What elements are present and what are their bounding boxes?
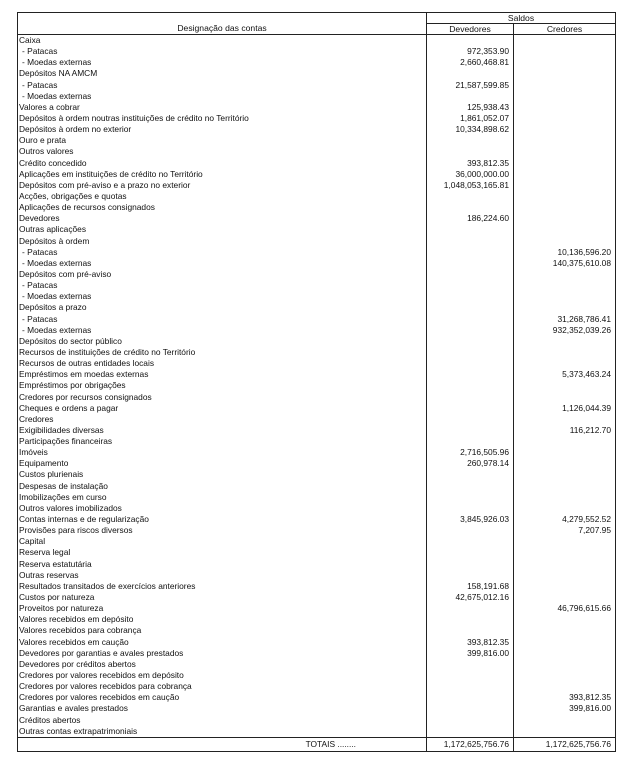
credores-value	[514, 492, 615, 503]
totals-row	[18, 737, 615, 751]
account-name: Credores por valores recebidos em caução	[18, 692, 427, 703]
credores-value	[514, 625, 615, 636]
devedores-value	[427, 325, 514, 336]
credores-header: Credores	[546, 24, 583, 34]
devedores-value: 399,816.00	[427, 648, 514, 659]
account-name: Outras aplicações	[18, 224, 427, 235]
devedores-value	[427, 614, 514, 625]
credores-value	[514, 224, 615, 235]
devedores-value: 21,587,599.85	[427, 80, 514, 91]
account-name: Imobilizações em curso	[18, 492, 427, 503]
account-name: Outras contas extrapatrimoniais	[18, 726, 427, 737]
credores-value	[514, 169, 615, 180]
table-row	[18, 425, 615, 436]
saldos-header: Saldos	[427, 13, 615, 24]
account-name: Depósitos do sector público	[18, 336, 427, 347]
account-name: Recursos de outras entidades locais	[18, 358, 427, 369]
devedores-value: 2,716,505.96	[427, 447, 514, 458]
devedores-value	[427, 247, 514, 258]
table-row	[18, 91, 615, 102]
credores-value	[514, 180, 615, 191]
credores-value	[514, 80, 615, 91]
credores-value	[514, 469, 615, 480]
account-name: Devedores por créditos abertos	[18, 659, 427, 670]
devedores-value	[427, 236, 514, 247]
account-name: Ouro e prata	[18, 135, 427, 146]
credores-value	[514, 458, 615, 469]
credores-value	[514, 414, 615, 425]
devedores-value: 36,000,000.00	[427, 169, 514, 180]
account-name: - Moedas externas	[18, 91, 427, 102]
account-name: Devedores por garantias e avales prestados	[18, 648, 427, 659]
table-row	[18, 592, 615, 603]
credores-value	[514, 447, 615, 458]
table-row	[18, 503, 615, 514]
devedores-value	[427, 469, 514, 480]
credores-value	[514, 46, 615, 57]
credores-value	[514, 592, 615, 603]
table-row	[18, 525, 615, 536]
credores-value	[514, 659, 615, 670]
devedores-value	[427, 269, 514, 280]
account-name: Valores recebidos em caução	[18, 637, 427, 648]
table-row	[18, 325, 615, 336]
credores-value	[514, 102, 615, 113]
table-row	[18, 46, 615, 57]
devedores-value	[427, 425, 514, 436]
credores-value	[514, 91, 615, 102]
table-row	[18, 258, 615, 269]
devedores-value	[427, 146, 514, 157]
table-header	[18, 13, 615, 35]
credores-value: 31,268,786.41	[557, 313, 611, 324]
credores-value	[514, 57, 615, 68]
account-name: Recursos de instituições de crédito no Território	[18, 347, 427, 358]
table-row	[18, 670, 615, 681]
table-row	[18, 514, 615, 525]
table-row	[18, 180, 615, 191]
account-name: Créditos abertos	[18, 715, 427, 726]
devedores-value	[427, 291, 514, 302]
account-name: Devedores	[18, 213, 427, 224]
totals-credores: 1,172,625,756.76	[545, 738, 611, 749]
credores-value: 4,279,552.52	[562, 514, 611, 525]
table-row	[18, 403, 615, 414]
account-name: - Moedas externas	[18, 291, 427, 302]
devedores-value	[427, 135, 514, 146]
table-row	[18, 302, 615, 313]
account-name: Credores por recursos consignados	[18, 392, 427, 403]
credores-value	[514, 547, 615, 558]
account-name: Depósitos a prazo	[18, 302, 427, 313]
credores-value	[514, 213, 615, 224]
table-row	[18, 648, 615, 659]
devedores-value	[427, 692, 514, 703]
account-name: Proveitos por natureza	[18, 603, 427, 614]
account-name: Credores por valores recebidos para cobrança	[18, 681, 427, 692]
devedores-value: 125,938.43	[427, 102, 514, 113]
account-name: Aplicações de recursos consignados	[18, 202, 427, 213]
devedores-value	[427, 369, 514, 380]
account-name: Caixa	[18, 35, 427, 46]
devedores-value	[427, 659, 514, 670]
credores-value	[514, 380, 615, 391]
account-name: Custos plurienais	[18, 469, 427, 480]
account-name: Contas internas e de regularização	[18, 514, 427, 525]
totals-label: TOTAIS ........	[18, 738, 427, 751]
devedores-value: 1,048,053,165.81	[427, 180, 514, 191]
account-name: Depósitos NA AMCM	[18, 68, 427, 79]
devedores-value	[427, 703, 514, 714]
table-row	[18, 715, 615, 726]
devedores-value	[427, 681, 514, 692]
account-name: Depósitos à ordem no exterior	[18, 124, 427, 135]
account-name: Reserva legal	[18, 547, 427, 558]
account-name: Valores a cobrar	[18, 102, 427, 113]
balance-table	[17, 12, 616, 752]
table-row	[18, 57, 615, 68]
table-row	[18, 436, 615, 447]
credores-value	[514, 670, 615, 681]
table-row	[18, 247, 615, 258]
table-row	[18, 269, 615, 280]
table-body	[18, 35, 615, 737]
credores-value	[514, 135, 615, 146]
table-row	[18, 291, 615, 302]
devedores-value	[427, 35, 514, 46]
devedores-value	[427, 715, 514, 726]
credores-value	[514, 158, 615, 169]
credores-value	[514, 236, 615, 247]
devedores-value	[427, 336, 514, 347]
table-row	[18, 113, 615, 124]
table-row	[18, 280, 615, 291]
table-row	[18, 124, 615, 135]
table-row	[18, 625, 615, 636]
devedores-value	[427, 625, 514, 636]
credores-value	[514, 503, 615, 514]
devedores-value	[427, 280, 514, 291]
table-row	[18, 135, 615, 146]
devedores-value	[427, 191, 514, 202]
account-name: - Patacas	[18, 80, 427, 91]
account-name: Depósitos à ordem noutras instituições de crédito no Território	[18, 113, 427, 124]
account-name: - Patacas	[18, 247, 427, 258]
credores-value	[514, 347, 615, 358]
devedores-value	[427, 670, 514, 681]
devedores-value	[427, 403, 514, 414]
table-row	[18, 35, 615, 46]
account-name: Cheques e ordens a pagar	[18, 403, 427, 414]
credores-value	[514, 637, 615, 648]
devedores-value	[427, 68, 514, 79]
devedores-value	[427, 436, 514, 447]
table-row	[18, 213, 615, 224]
table-row	[18, 358, 615, 369]
account-name: Acções, obrigações e quotas	[18, 191, 427, 202]
table-row	[18, 224, 615, 235]
table-row	[18, 158, 615, 169]
table-row	[18, 603, 615, 614]
table-row	[18, 547, 615, 558]
credores-value: 932,352,039.26	[552, 324, 611, 335]
devedores-value: 1,861,052.07	[427, 113, 514, 124]
credores-value	[514, 681, 615, 692]
account-name: Participações financeiras	[18, 436, 427, 447]
table-row	[18, 536, 615, 547]
credores-value	[514, 113, 615, 124]
devedores-value	[427, 347, 514, 358]
credores-value	[514, 358, 615, 369]
account-name: - Moedas externas	[18, 258, 427, 269]
devedores-value	[427, 302, 514, 313]
account-name: Depósitos com pré-aviso e a prazo no exterior	[18, 180, 427, 191]
devedores-value	[427, 726, 514, 737]
table-row	[18, 369, 615, 380]
table-row	[18, 570, 615, 581]
devedores-value	[427, 392, 514, 403]
table-row	[18, 559, 615, 570]
devedores-value: 186,224.60	[427, 213, 514, 224]
devedores-value	[427, 503, 514, 514]
devedores-value: 3,845,926.03	[427, 514, 514, 525]
account-name: Outros valores	[18, 146, 427, 157]
account-name: Exigibilidades diversas	[18, 425, 427, 436]
credores-value: 1,126,044.39	[562, 402, 611, 413]
credores-value	[514, 536, 615, 547]
table-row	[18, 314, 615, 325]
account-name: - Patacas	[18, 314, 427, 325]
credores-value	[514, 269, 615, 280]
table-row	[18, 614, 615, 625]
credores-value	[514, 726, 615, 737]
devedores-value	[427, 525, 514, 536]
devedores-value	[427, 547, 514, 558]
account-name: Depósitos com pré-aviso	[18, 269, 427, 280]
account-name: - Patacas	[18, 280, 427, 291]
devedores-value	[427, 481, 514, 492]
devedores-value	[427, 414, 514, 425]
devedores-value	[427, 380, 514, 391]
account-name: Reserva estatutária	[18, 559, 427, 570]
credores-value	[514, 559, 615, 570]
credores-value: 393,812.35	[569, 692, 611, 703]
table-row	[18, 637, 615, 648]
devedores-value	[427, 358, 514, 369]
devedores-value: 972,353.90	[427, 46, 514, 57]
credores-value: 116,212.70	[569, 424, 611, 435]
devedores-value	[427, 224, 514, 235]
account-name: Despesas de instalação	[18, 481, 427, 492]
table-row	[18, 469, 615, 480]
table-row	[18, 692, 615, 703]
devedores-value	[427, 603, 514, 614]
credores-value	[514, 35, 615, 46]
devedores-value	[427, 536, 514, 547]
devedores-value	[427, 258, 514, 269]
table-row	[18, 347, 615, 358]
account-name: Custos por natureza	[18, 592, 427, 603]
credores-value: 10,136,596.20	[557, 246, 611, 257]
credores-value	[514, 68, 615, 79]
account-name: Depósitos à ordem	[18, 236, 427, 247]
credores-value	[514, 392, 615, 403]
table-row	[18, 458, 615, 469]
account-name: Resultados transitados de exercícios anteriores	[18, 581, 427, 592]
account-name: Empréstimos em moedas externas	[18, 369, 427, 380]
account-name: Provisões para riscos diversos	[18, 525, 427, 536]
table-row	[18, 414, 615, 425]
credores-value: 7,207.95	[578, 525, 611, 536]
table-row	[18, 80, 615, 91]
devedores-value: 2,660,468.81	[427, 57, 514, 68]
devedores-value: 158,191.68	[427, 581, 514, 592]
devedores-value: 393,812.35	[427, 158, 514, 169]
credores-value: 140,375,610.08	[552, 257, 611, 268]
credores-value	[514, 146, 615, 157]
table-row	[18, 169, 615, 180]
account-name: - Patacas	[18, 46, 427, 57]
credores-value	[514, 191, 615, 202]
account-name: Outros valores imobilizados	[18, 503, 427, 514]
account-name: Imóveis	[18, 447, 427, 458]
devedores-value: 393,812.35	[427, 637, 514, 648]
credores-value	[514, 302, 615, 313]
account-name: Credores	[18, 414, 427, 425]
account-name: Crédito concedido	[18, 158, 427, 169]
table-row	[18, 102, 615, 113]
credores-value	[514, 715, 615, 726]
saldos-header-group	[427, 13, 615, 34]
table-row	[18, 659, 615, 670]
table-row	[18, 447, 615, 458]
devedores-value	[427, 91, 514, 102]
table-row	[18, 392, 615, 403]
account-name: Valores recebidos para cobrança	[18, 625, 427, 636]
account-name: Garantias e avales prestados	[18, 703, 427, 714]
credores-value	[514, 336, 615, 347]
credores-value: 399,816.00	[569, 703, 611, 714]
credores-value	[514, 481, 615, 492]
credores-value: 46,796,615.66	[557, 603, 611, 614]
devedores-header: Devedores	[427, 24, 514, 34]
table-row	[18, 336, 615, 347]
table-row	[18, 68, 615, 79]
table-row	[18, 236, 615, 247]
devedores-value: 42,675,012.16	[427, 592, 514, 603]
credores-value	[514, 648, 615, 659]
table-row	[18, 202, 615, 213]
account-name: Capital	[18, 536, 427, 547]
account-name: Outras reservas	[18, 570, 427, 581]
credores-value	[514, 280, 615, 291]
devedores-value	[427, 202, 514, 213]
account-name: - Moedas externas	[18, 325, 427, 336]
account-name: - Moedas externas	[18, 57, 427, 68]
table-row	[18, 581, 615, 592]
totals-devedores: 1,172,625,756.76	[427, 738, 514, 751]
credores-value	[514, 202, 615, 213]
credores-value	[514, 581, 615, 592]
account-name: Equipamento	[18, 458, 427, 469]
credores-value	[514, 614, 615, 625]
table-row	[18, 191, 615, 202]
credores-value	[514, 570, 615, 581]
table-row	[18, 726, 615, 737]
credores-value: 5,373,463.24	[562, 369, 611, 380]
table-row	[18, 146, 615, 157]
table-row	[18, 703, 615, 714]
devedores-value	[427, 570, 514, 581]
account-name: Aplicações em instituições de crédito no Território	[18, 169, 427, 180]
devedores-value	[427, 314, 514, 325]
table-row	[18, 380, 615, 391]
devedores-value: 10,334,898.62	[427, 124, 514, 135]
table-row	[18, 681, 615, 692]
account-name: Credores por valores recebidos em depósito	[18, 670, 427, 681]
credores-value	[514, 436, 615, 447]
account-name: Empréstimos por obrigações	[18, 380, 427, 391]
credores-value	[514, 291, 615, 302]
devedores-value	[427, 492, 514, 503]
designation-header: Designação das contas	[18, 13, 427, 34]
devedores-value: 260,978.14	[427, 458, 514, 469]
table-row	[18, 481, 615, 492]
table-row	[18, 492, 615, 503]
account-name: Valores recebidos em depósito	[18, 614, 427, 625]
devedores-value	[427, 559, 514, 570]
credores-value	[514, 124, 615, 135]
